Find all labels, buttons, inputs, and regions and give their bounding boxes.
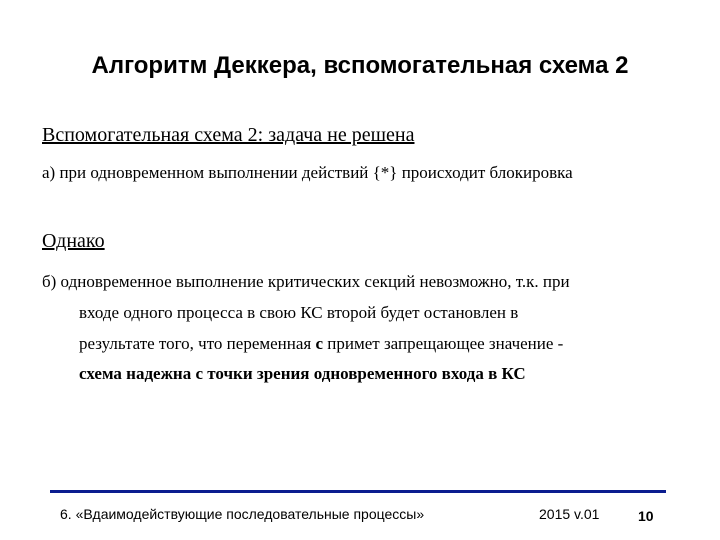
item-b-line-3 (79, 334, 563, 354)
subheading-however: Однако (42, 230, 105, 252)
footer-version: 2015 v.01 (539, 506, 600, 522)
item-a-text: а) при одновременном выполнении действий {*} происходит блокировка (42, 163, 573, 182)
footer-course-title: 6. «Вдаимодействующие последовательные процессы» (60, 506, 425, 522)
item-b-line-1: б) одновременное выполнение критических секций невозможно, т.к. при (42, 272, 570, 291)
slide-title: Алгоритм Деккера, вспомогательная схема 2 (91, 52, 629, 79)
subheading-scheme-2: Вспомогательная схема 2: задача не решена (42, 124, 415, 146)
item-b-line-3-post: примет запрещающее значение - (323, 334, 564, 353)
footer-divider (50, 490, 666, 493)
variable-c: c (315, 334, 324, 353)
item-b-line-2: входе одного процесса в свою КС второй будет остановлен в (79, 303, 519, 322)
page-number: 10 (638, 508, 654, 524)
item-b-line-4-conclusion: схема надежна с точки зрения одновременного входа в КС (79, 364, 526, 383)
item-b-line-3-pre: результате того, что переменная (79, 334, 316, 353)
